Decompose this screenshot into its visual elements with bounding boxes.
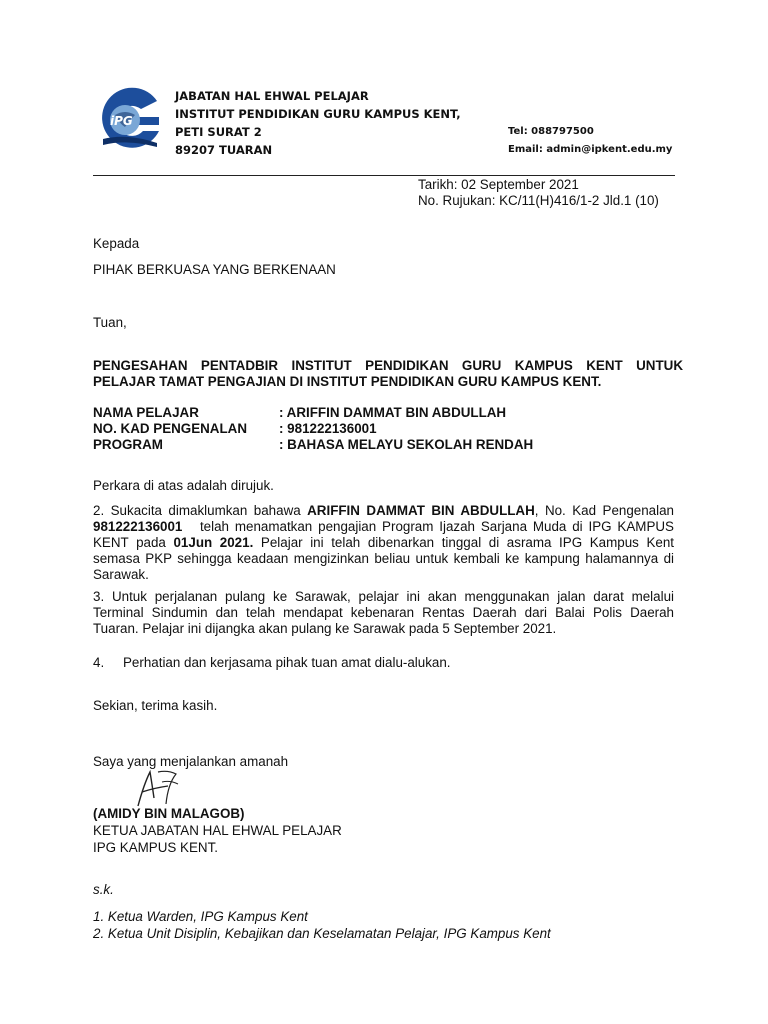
sk-item: 1. Ketua Warden, IPG Kampus Kent	[93, 909, 308, 924]
detail-value: : BAHASA MELAYU SEKOLAH RENDAH	[279, 437, 534, 452]
recipient-kepada: Kepada	[93, 236, 140, 251]
signature	[128, 764, 188, 810]
letterhead-department: JABATAN HAL EHWAL PELAJAR	[175, 89, 369, 103]
letter-reference: No. Rujukan: KC/11(H)416/1-2 Jld.1 (10)	[418, 193, 659, 208]
letter-date: Tarikh: 02 September 2021	[418, 177, 579, 192]
paragraph-2-text: Pelajar ini telah dibenarkan tinggal di asrama IPG Kampus Kent semasa PKP sehingga keadaan mengizinkan beliau untuk kembali ke kampung halamannya di Sarawak.	[93, 535, 675, 582]
signature-icon	[128, 764, 188, 810]
detail-row-name	[93, 405, 683, 421]
paragraph-2	[93, 503, 678, 583]
detail-row-ic	[93, 421, 683, 437]
recipient-name: PIHAK BERKUASA YANG BERKENAAN	[93, 262, 336, 277]
detail-row-program	[93, 437, 683, 453]
subject-line-1: PENGESAHAN PENTADBIR INSTITUT PENDIDIKAN GURU KAMPUS KENT UNTUK	[93, 358, 683, 373]
letterhead-email: Email: admin@ipkent.edu.my	[508, 144, 673, 155]
sk-item: 2. Ketua Unit Disiplin, Kebajikan dan Keselamatan Pelajar, IPG Kampus Kent	[93, 926, 551, 941]
letterhead-tel: Tel: 088797500	[508, 126, 594, 137]
signatory-org: IPG KAMPUS KENT.	[93, 840, 219, 855]
detail-label: NO. KAD PENGENALAN	[93, 421, 247, 436]
paragraph-4-number: 4.	[93, 655, 105, 670]
paragraph-4: Perhatian dan kerjasama pihak tuan amat dialu-alukan.	[123, 655, 451, 670]
paragraph-2-text: 2. Sukacita dimaklumkan bahawa	[93, 503, 308, 518]
salutation: Tuan,	[93, 315, 127, 330]
ipg-logo-icon	[97, 87, 163, 153]
student-details	[93, 405, 683, 453]
detail-value: : 981222136001	[279, 421, 377, 436]
paragraph-2-text: , No. Kad Pengenalan	[534, 503, 674, 518]
student-name-inline: ARIFFIN DAMMAT BIN ABDULLAH	[307, 503, 535, 518]
signatory-name: (AMIDY BIN MALAGOB)	[93, 806, 245, 821]
closing: Sekian, terima kasih.	[93, 698, 218, 713]
sk-label: s.k.	[93, 882, 114, 897]
ic-number-inline: 981222136001	[93, 519, 183, 534]
letterhead-postcode: 89207 TUARAN	[175, 143, 273, 157]
signatory-title: KETUA JABATAN HAL EHWAL PELAJAR	[93, 823, 342, 838]
subject	[93, 358, 683, 390]
detail-label: NAMA PELAJAR	[93, 405, 199, 420]
letterhead-institute: INSTITUT PENDIDIKAN GURU KAMPUS KENT,	[175, 107, 461, 121]
paragraph-3: 3. Untuk perjalanan pulang ke Sarawak, pelajar ini akan menggunakan jalan darat melalui Terminal Sindumin dan telah mendapat kebenaran Rentas Daerah dari Balai Polis Daerah Tuaran. Pelajar ini dijangka akan pulang ke Sarawak pada 5 September 2021.	[93, 589, 674, 636]
paragraph-1: Perkara di atas adalah dirujuk.	[93, 478, 274, 493]
ipg-logo	[97, 87, 163, 153]
detail-label: PROGRAM	[93, 437, 163, 452]
svg-text:iPG: iPG	[110, 114, 133, 128]
paragraph-2-text: telah menamatkan pengajian Program Ijazah Sarjana Muda di IPG KAMPUS KENT pada	[93, 519, 678, 550]
amanah-line: Saya yang menjalankan amanah	[93, 754, 289, 769]
letterhead-divider	[93, 175, 675, 176]
subject-line-2: PELAJAR TAMAT PENGAJIAN DI INSTITUT PENDIDIKAN GURU KAMPUS KENT.	[93, 374, 602, 389]
detail-value: : ARIFFIN DAMMAT BIN ABDULLAH	[279, 405, 507, 420]
graduation-date-inline: 01Jun 2021.	[173, 535, 254, 550]
letterhead-po-box: PETI SURAT 2	[175, 125, 262, 139]
